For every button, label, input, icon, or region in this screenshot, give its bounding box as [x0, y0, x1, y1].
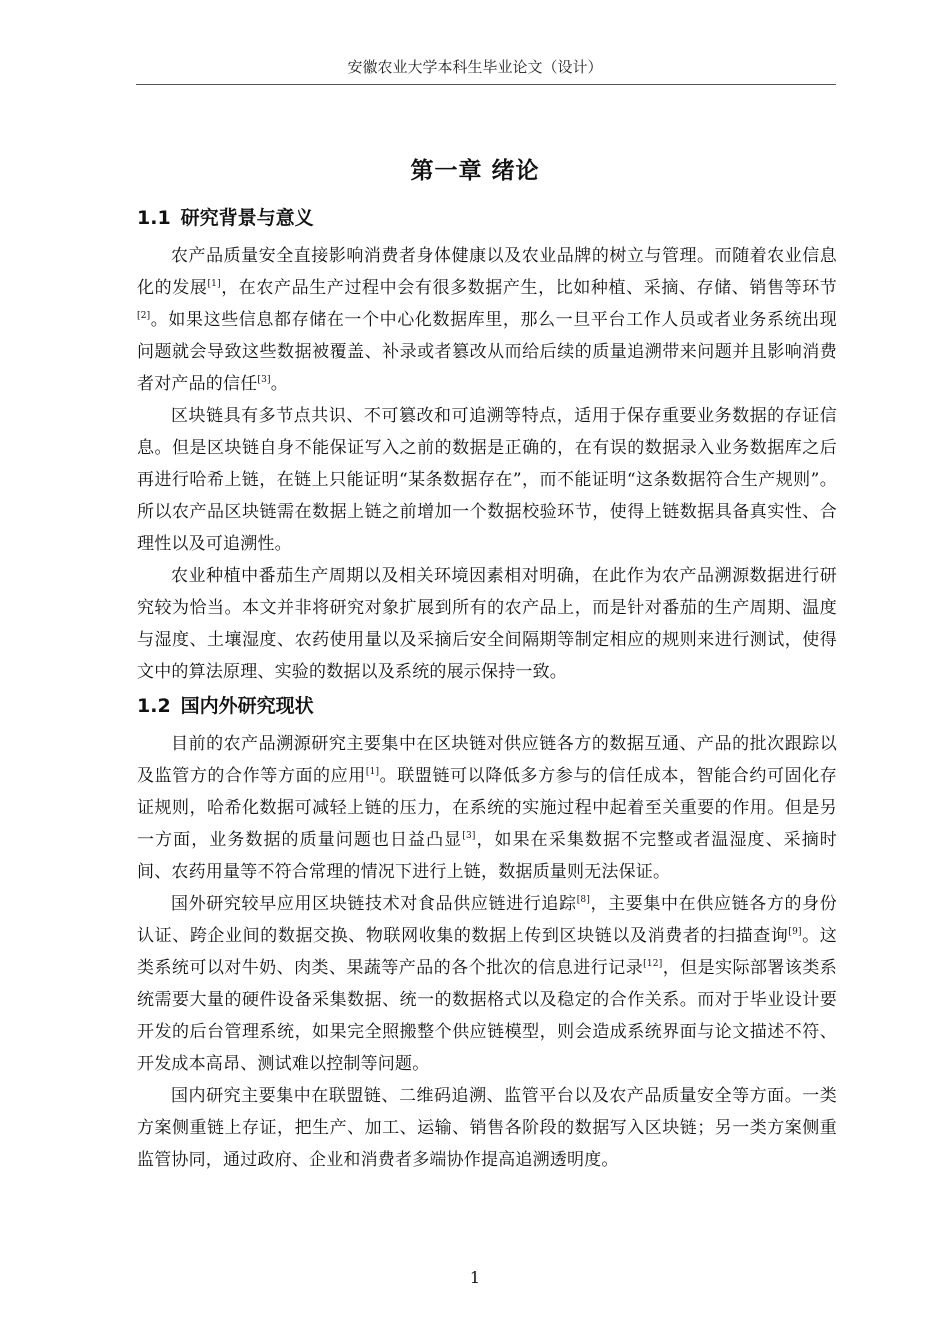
citation-ref: [3]	[462, 831, 476, 841]
paragraph-text: 。这类系统可以对牛奶、肉类、果蔬等产品的各个批次的信息进行记录	[137, 926, 837, 978]
paragraph-text: ，但是实际部署该类系统需要大量的硬件设备采集数据、统一的数据格式以及稳定的合作关系。而对于毕业设计要开发的后台管理系统，如果完全照搬整个供应链模型，则会造成系统界面与论文描述不符、开发成本高昂、测试难以控制等问题。	[137, 958, 837, 1074]
body-content	[137, 200, 837, 1176]
section-heading	[137, 200, 837, 240]
citation-ref: [3]	[257, 375, 271, 385]
paragraph-text: 农产品质量安全直接影响消费者身体健康以及农业品牌的树立与管理。而随着农业信息化的发展	[137, 246, 837, 298]
paragraph-text: 。联盟链可以降低多方参与的信任成本，智能合约可固化存证规则，哈希化数据可减轻上链的压力，在系统的实施过程中起着至关重要的作用。但是另一方面，业务数据的质量问题也日益凸显	[137, 766, 838, 850]
citation-ref: [8]	[576, 895, 591, 905]
header-divider	[136, 84, 836, 85]
paragraph-text: 国内研究主要集中在联盟链、二维码追溯、监管平台以及农产品质量安全等方面。一类方案侧重链上存证，把生产、加工、运输、销售各阶段的数据写入区块链；另一类方案侧重监管协同，通过政府、企业和消费者多端协作提高追溯透明度。	[137, 1086, 837, 1170]
paragraph-text: 国外研究较早应用区块链技术对食品供应链进行追踪	[171, 894, 577, 914]
citation-ref: [1]	[365, 767, 380, 777]
paragraph-text: 区块链具有多节点共识、不可篡改和可追溯等特点，适用于保存重要业务数据的存证信息。但是区块链自身不能保证写入之前的数据是正确的，在有误的数据录入业务数据库之后再进行哈希上链，在链上只能证明“某条数据存在”，而不能证明“这条数据符合生产规则”。所以农产品区块链需在数据上链之前增加一个数据校验环节，使得上链数据具备真实性、合理性以及可追溯性。	[137, 406, 837, 554]
citation-ref: [2]	[137, 311, 151, 321]
paragraph-text: 。如果这些信息都存储在一个中心化数据库里，那么一旦平台工作人员或者业务系统出现问题就会导致这些数据被覆盖、补录或者篡改从而给后续的质量追溯带来问题并且影响消费者对产品的信任	[137, 310, 837, 394]
paragraph	[137, 560, 837, 688]
chapter-title: 第一章 绪论	[410, 158, 540, 184]
paragraph-text: ，在农产品生产过程中会有很多数据产生，比如种植、采摘、存储、销售等环节	[220, 278, 837, 298]
section-number: 1.2	[137, 695, 171, 717]
section-1-1	[137, 200, 837, 688]
paragraph-text: 。	[270, 374, 288, 394]
paragraph-text: ，如果在采集数据不完整或者温湿度、采摘时间、农药用量等不符合常理的情况下进行上链，数据质量则无法保证。	[137, 830, 837, 882]
paragraph-text: 农业种植中番茄生产周期以及相关环境因素相对明确，在此作为农产品溯源数据进行研究较为恰当。本文并非将研究对象扩展到所有的农产品上，而是针对番茄的生产周期、温度与湿度、土壤湿度、农药使用量以及采摘后安全间隔期等制定相应的规则来进行测试，使得文中的算法原理、实验的数据以及系统的展示保持一致。	[137, 566, 837, 682]
citation-ref: [9]	[788, 927, 802, 937]
section-1-2	[137, 688, 837, 1176]
paragraph	[137, 728, 837, 888]
paragraph	[137, 240, 837, 400]
citation-ref: [1]	[207, 279, 221, 289]
paragraph-text: 目前的农产品溯源研究主要集中在区块链对供应链各方的数据互通、产品的批次跟踪以及监管方的合作等方面的应用	[137, 734, 837, 786]
paragraph-text: ，主要集中在供应链各方的身份认证、跨企业间的数据交换、物联网收集的数据上传到区块链以及消费者的扫描查询	[137, 894, 837, 946]
paragraph	[137, 1080, 837, 1176]
section-title: 研究背景与意义	[180, 207, 314, 229]
citation-ref: [12]	[643, 959, 663, 969]
paragraph	[137, 400, 837, 560]
running-header: 安徽农业大学本科生毕业论文（设计）	[347, 58, 603, 76]
page-number: 1	[469, 1268, 481, 1287]
section-heading	[137, 688, 837, 728]
paragraph	[137, 888, 837, 1080]
section-number: 1.1	[137, 207, 171, 229]
section-title: 国内外研究现状	[180, 695, 314, 717]
